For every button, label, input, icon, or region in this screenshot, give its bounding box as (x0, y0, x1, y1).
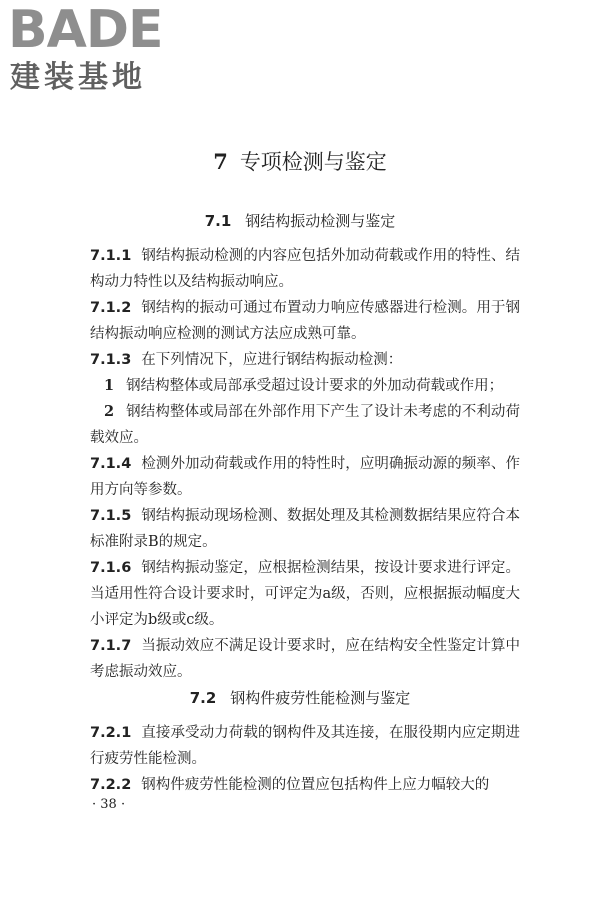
logo (8, 0, 178, 96)
clause (90, 451, 520, 503)
item-text: 钢结构整体或局部在外部作用下产生了设计未考虑的不利动荷载效应。 (90, 404, 520, 446)
logo-subtitle: 建装基地 (10, 60, 146, 95)
chapter-title: 专项检测与鉴定 (239, 150, 387, 174)
section-title: 钢构件疲劳性能检测与鉴定 (230, 689, 411, 707)
section-body (90, 243, 520, 685)
clause (90, 555, 520, 633)
logo-brand: BADE (8, 0, 163, 60)
clause-number: 7.1.3 (90, 352, 132, 368)
item-number: 2 (104, 403, 115, 420)
clause-text: 直接承受动力荷载的钢构件及其连接，在服役期内应定期进行疲劳性能检测。 (90, 725, 520, 767)
clause (90, 503, 520, 555)
clause (90, 243, 520, 295)
clause-text: 钢结构振动鉴定，应根据检测结果，按设计要求进行评定。当适用性符合设计要求时，可评定为a级，否则，应根据振动幅度大小评定为b级或c级。 (90, 560, 520, 628)
clause (90, 633, 520, 685)
clause-text: 在下列情况下，应进行钢结构振动检测： (141, 352, 403, 368)
clause-number: 7.1.4 (90, 456, 132, 472)
clause-text: 钢结构振动现场检测、数据处理及其检测数据结果应符合本标准附录B的规定。 (90, 508, 520, 550)
clause-text: 当振动效应不满足设计要求时，应在结构安全性鉴定计算中考虑振动效应。 (90, 638, 520, 680)
chapter-number: 7 (213, 149, 228, 174)
clause-number: 7.1.1 (90, 248, 132, 264)
clause-number: 7.2.1 (90, 725, 132, 741)
clause-number: 7.2.2 (90, 777, 132, 793)
section-number: 7.2 (189, 689, 217, 707)
clause-text: 钢构件疲劳性能检测的位置应包括构件上应力幅较大的 (141, 777, 490, 793)
item-number: 1 (104, 377, 115, 394)
chapter-heading (0, 148, 600, 176)
clause-text: 钢结构的振动可通过布置动力响应传感器进行检测。用于钢结构振动响应检测的测试方法应成熟可靠。 (90, 300, 520, 342)
clause (90, 772, 520, 798)
list-item (90, 399, 520, 451)
clause-text: 钢结构振动检测的内容应包括外加动荷载或作用的特性、结构动力特性以及结构振动响应。 (90, 248, 520, 290)
clause-text: 检测外加动荷载或作用的特性时，应明确振动源的频率、作用方向等参数。 (90, 456, 520, 498)
section-number: 7.1 (204, 212, 232, 230)
section-body (90, 720, 520, 798)
clause-number: 7.1.2 (90, 300, 132, 316)
list-item (90, 373, 520, 399)
clause (90, 295, 520, 347)
clause (90, 720, 520, 772)
section-heading (0, 687, 600, 709)
item-text: 钢结构整体或局部承受超过设计要求的外加动荷载或作用； (126, 378, 504, 394)
section-title: 钢结构振动检测与鉴定 (245, 212, 396, 230)
clause-number: 7.1.7 (90, 638, 132, 654)
page-number: · 38 · (92, 797, 126, 812)
section-heading (0, 210, 600, 232)
clause-number: 7.1.6 (90, 560, 132, 576)
clause-number: 7.1.5 (90, 508, 132, 524)
clause (90, 347, 520, 373)
